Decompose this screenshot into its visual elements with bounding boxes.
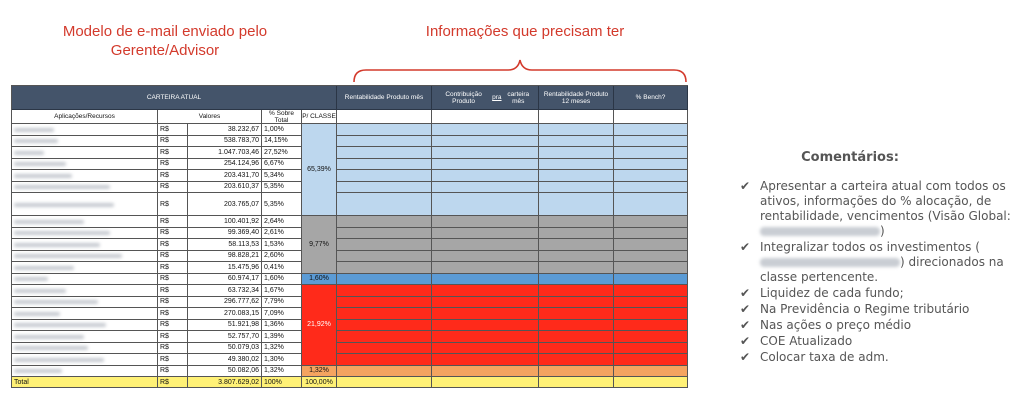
blurred-asset-name: [14, 174, 72, 178]
table-row-currency: R$: [158, 274, 188, 286]
table-row-value: 99.369,40: [188, 228, 262, 240]
table-row-currency: R$: [158, 182, 188, 194]
table-row-pct: 2,61%: [262, 228, 302, 240]
table-row-value: 50.079,03: [188, 343, 262, 355]
table-row-name-blurred: [12, 366, 158, 378]
table-row-empty-cell: [432, 308, 539, 320]
table-row-empty-cell: [539, 320, 614, 332]
class-total-cell: 1,32%: [302, 366, 337, 378]
table-row-name-blurred: [12, 297, 158, 309]
table-row-currency: R$: [158, 285, 188, 297]
check-icon: ✔: [740, 350, 751, 364]
table-row-value: 50.082,06: [188, 366, 262, 378]
table-row-empty-cell: [337, 216, 432, 228]
subheader-sobre-total: % Sobre Total: [262, 110, 302, 124]
total-label: Total: [12, 377, 158, 388]
table-row-empty-cell: [539, 354, 614, 366]
comment-text-part: COE Atualizado: [760, 334, 853, 348]
table-row-empty-cell: [432, 366, 539, 378]
table-row-empty-cell: [432, 331, 539, 343]
table-row-value: 52.757,70: [188, 331, 262, 343]
table-row-empty-cell: [614, 193, 688, 216]
total-classe: 100,00%: [302, 377, 337, 388]
table-row-empty-cell: [337, 343, 432, 355]
comment-item: [740, 318, 1020, 333]
comment-item: [740, 286, 1020, 301]
comments-title: Comentários:: [801, 150, 899, 165]
table-row-pct: 7,09%: [262, 308, 302, 320]
total-empty-cell: [337, 377, 432, 388]
table-row-empty-cell: [614, 170, 688, 182]
table-row-empty-cell: [432, 285, 539, 297]
class-total-cell: 9,77%: [302, 216, 337, 274]
table-row-pct: 1,32%: [262, 343, 302, 355]
blurred-asset-name: [14, 128, 54, 132]
table-row-currency: R$: [158, 170, 188, 182]
table-row-empty-cell: [432, 182, 539, 194]
table-row-empty-cell: [337, 308, 432, 320]
table-row-empty-cell: [337, 239, 432, 251]
table-row-name-blurred: [12, 262, 158, 274]
blurred-asset-name: [14, 139, 58, 143]
check-icon: ✔: [740, 334, 751, 348]
table-row-empty-cell: [432, 124, 539, 136]
table-row-empty-cell: [614, 343, 688, 355]
table-row-empty-cell: [337, 262, 432, 274]
table-row-empty-cell: [614, 159, 688, 171]
table-row-empty-cell: [337, 136, 432, 148]
table-row-pct: 1,39%: [262, 331, 302, 343]
table-row-value: 51.921,98: [188, 320, 262, 332]
table-row-currency: R$: [158, 262, 188, 274]
check-icon: ✔: [740, 318, 751, 332]
table-row-pct: 6,67%: [262, 159, 302, 171]
blurred-asset-name: [14, 254, 122, 258]
table-row-currency: R$: [158, 251, 188, 263]
table-row-currency: R$: [158, 297, 188, 309]
subheader-empty: [614, 110, 688, 124]
blurred-asset-name: [14, 203, 114, 207]
table-row-empty-cell: [432, 320, 539, 332]
comments-panel: [740, 150, 1020, 366]
table-row-value: 60.974,17: [188, 274, 262, 286]
comment-text-part: Integralizar todos os investimentos (: [760, 240, 980, 254]
blurred-asset-name: [14, 358, 104, 362]
subheader-p-classe: P/ CLASSE: [302, 110, 337, 124]
table-row-empty-cell: [432, 228, 539, 240]
table-row-name-blurred: [12, 239, 158, 251]
table-row-empty-cell: [614, 320, 688, 332]
table-row-name-blurred: [12, 343, 158, 355]
table-row-empty-cell: [539, 124, 614, 136]
header-bench: % Bench?: [614, 86, 688, 110]
header-rent-mes: Rentabilidade Produto mês: [337, 86, 432, 110]
table-row-empty-cell: [337, 274, 432, 286]
total-empty-cell: [614, 377, 688, 388]
table-row-value: 270.083,15: [188, 308, 262, 320]
blurred-asset-name: [14, 289, 66, 293]
table-row-name-blurred: [12, 228, 158, 240]
table-row-pct: 2,60%: [262, 251, 302, 263]
comment-text-part: Colocar taxa de adm.: [760, 350, 889, 364]
comment-text-part: ) direcionados na classe pertencente.: [760, 255, 1004, 284]
table-row-value: 15.475,96: [188, 262, 262, 274]
table-row-empty-cell: [614, 182, 688, 194]
table-row-name-blurred: [12, 331, 158, 343]
table-row-pct: 5,34%: [262, 170, 302, 182]
blurred-asset-name: [14, 346, 88, 350]
table-row-empty-cell: [614, 216, 688, 228]
blurred-asset-name: [14, 300, 98, 304]
blurred-asset-name: [14, 335, 84, 339]
comment-item: [740, 240, 1020, 285]
table-row-empty-cell: [337, 147, 432, 159]
table-row-currency: R$: [158, 343, 188, 355]
comment-item: [740, 302, 1020, 317]
table-row-pct: 1,60%: [262, 274, 302, 286]
blurred-asset-name: [14, 151, 44, 155]
subheader-empty: [337, 110, 432, 124]
table-row-empty-cell: [614, 274, 688, 286]
table-row-pct: 1,32%: [262, 366, 302, 378]
total-value: 3.807.629,02: [188, 377, 262, 388]
table-row-empty-cell: [432, 239, 539, 251]
table-row-empty-cell: [539, 308, 614, 320]
table-row-empty-cell: [337, 159, 432, 171]
check-icon: ✔: [740, 240, 751, 254]
table-row-empty-cell: [539, 159, 614, 171]
table-row-empty-cell: [337, 170, 432, 182]
table-row-empty-cell: [432, 354, 539, 366]
table-row-name-blurred: [12, 193, 158, 216]
table-row-currency: R$: [158, 136, 188, 148]
comment-text: [760, 350, 889, 365]
table-row-empty-cell: [614, 228, 688, 240]
table-row-name-blurred: [12, 147, 158, 159]
table-row-pct: 1,67%: [262, 285, 302, 297]
table-row-empty-cell: [614, 136, 688, 148]
table-row-empty-cell: [539, 136, 614, 148]
table-row-empty-cell: [432, 159, 539, 171]
comments-list: [740, 179, 1020, 365]
blurred-asset-name: [14, 323, 106, 327]
table-row-pct: 5,35%: [262, 182, 302, 194]
table-row-empty-cell: [539, 274, 614, 286]
header-carteira-atual: CARTEIRA ATUAL: [12, 86, 337, 110]
table-row-empty-cell: [539, 147, 614, 159]
table-row-empty-cell: [432, 297, 539, 309]
table-row-empty-cell: [539, 182, 614, 194]
table-row-empty-cell: [614, 308, 688, 320]
table-row-name-blurred: [12, 320, 158, 332]
table-row-currency: R$: [158, 239, 188, 251]
table-row-pct: 14,15%: [262, 136, 302, 148]
table-row-empty-cell: [614, 354, 688, 366]
table-row-name-blurred: [12, 354, 158, 366]
total-empty-cell: [432, 377, 539, 388]
table-row-empty-cell: [539, 262, 614, 274]
blurred-asset-name: [14, 312, 60, 316]
table-row-pct: 2,64%: [262, 216, 302, 228]
table-row-currency: R$: [158, 308, 188, 320]
table-row-empty-cell: [432, 262, 539, 274]
blurred-asset-name: [14, 277, 48, 281]
total-pct: 100%: [262, 377, 302, 388]
table-row-empty-cell: [539, 343, 614, 355]
caption-required-info: Informações que precisam ter: [425, 23, 625, 40]
table-row-empty-cell: [539, 193, 614, 216]
table-row-empty-cell: [337, 124, 432, 136]
class-total-cell: 21,92%: [302, 285, 337, 366]
table-row-empty-cell: [337, 366, 432, 378]
table-row-pct: 1,00%: [262, 124, 302, 136]
table-row-currency: R$: [158, 228, 188, 240]
table-row-empty-cell: [432, 343, 539, 355]
comment-text: [760, 302, 969, 317]
comment-text-part: ): [880, 224, 885, 238]
table-row-empty-cell: [337, 228, 432, 240]
table-row-value: 254.124,96: [188, 159, 262, 171]
table-row-empty-cell: [337, 251, 432, 263]
comment-item: [740, 334, 1020, 349]
comment-text-part: Nas ações o preço médio: [760, 318, 912, 332]
table-row-name-blurred: [12, 308, 158, 320]
blurred-asset-name: [14, 243, 100, 247]
table-row-empty-cell: [432, 147, 539, 159]
comment-text-part: Liquidez de cada fundo;: [760, 286, 904, 300]
class-total-cell: 1,60%: [302, 274, 337, 286]
blurred-asset-name: [14, 162, 66, 166]
table-row-empty-cell: [432, 193, 539, 216]
blurred-asset-name: [14, 220, 84, 224]
table-row-value: 100.401,92: [188, 216, 262, 228]
blurred-asset-name: [14, 266, 74, 270]
table-row-name-blurred: [12, 170, 158, 182]
table-row-currency: R$: [158, 216, 188, 228]
comment-text: [760, 334, 852, 349]
total-empty-cell: [539, 377, 614, 388]
blurred-asset-name: [14, 185, 110, 189]
comment-text-part: Apresentar a carteira atual com todos os ativos, informações do % alocação, de rentabilidade, vencimentos (Visão Global:: [760, 179, 1011, 223]
table-row-value: 58.113,53: [188, 239, 262, 251]
table-row-name-blurred: [12, 124, 158, 136]
table-row-empty-cell: [614, 124, 688, 136]
blurred-text: [760, 258, 900, 267]
table-row-empty-cell: [539, 228, 614, 240]
table-row-value: 98.828,21: [188, 251, 262, 263]
header-contrib-part-contrib_2: carteira mês: [507, 90, 530, 105]
table-row-value: 296.777,62: [188, 297, 262, 309]
table-row-pct: 27,52%: [262, 147, 302, 159]
table-row-pct: 7,79%: [262, 297, 302, 309]
table-row-empty-cell: [614, 366, 688, 378]
comment-text: [760, 286, 904, 301]
comment-text: [760, 179, 1020, 239]
table-row-pct: 1,30%: [262, 354, 302, 366]
comment-item: [740, 350, 1020, 365]
blurred-text: [760, 227, 880, 236]
table-row-empty-cell: [614, 147, 688, 159]
table-row-pct: 0,41%: [262, 262, 302, 274]
check-icon: ✔: [740, 302, 751, 316]
table-row-empty-cell: [337, 320, 432, 332]
table-row-empty-cell: [432, 136, 539, 148]
class-total-cell: 65,39%: [302, 124, 337, 216]
table-row-currency: R$: [158, 320, 188, 332]
curly-brace-icon: [352, 58, 688, 84]
table-row-pct: 5,35%: [262, 193, 302, 216]
table-row-currency: R$: [158, 354, 188, 366]
subheader-empty: [539, 110, 614, 124]
table-row-name-blurred: [12, 285, 158, 297]
caption-email-model: Modelo de e-mail enviado pelo Gerente/Advisor: [62, 23, 268, 59]
table-row-value: 203.765,07: [188, 193, 262, 216]
comment-text: [760, 240, 1020, 285]
table-row-empty-cell: [432, 170, 539, 182]
table-row-value: 203.431,70: [188, 170, 262, 182]
table-row-name-blurred: [12, 216, 158, 228]
table-row-name-blurred: [12, 274, 158, 286]
total-currency: R$: [158, 377, 188, 388]
table-row-empty-cell: [614, 331, 688, 343]
table-row-empty-cell: [539, 170, 614, 182]
table-row-value: 49.380,02: [188, 354, 262, 366]
table-row-value: 38.232,67: [188, 124, 262, 136]
header-contrib-part-contrib_pra: pra: [492, 94, 502, 101]
comment-text-part: Na Previdência o Regime tributário: [760, 302, 970, 316]
table-row-currency: R$: [158, 147, 188, 159]
table-row-empty-cell: [614, 262, 688, 274]
table-row-currency: R$: [158, 193, 188, 216]
table-row-currency: R$: [158, 124, 188, 136]
table-row-empty-cell: [539, 216, 614, 228]
table-row-name-blurred: [12, 159, 158, 171]
portfolio-table: [11, 85, 688, 388]
table-row-empty-cell: [614, 239, 688, 251]
table-row-name-blurred: [12, 251, 158, 263]
table-row-empty-cell: [337, 331, 432, 343]
subheader-valores: Valores: [158, 110, 262, 124]
table-row-currency: R$: [158, 331, 188, 343]
table-row-name-blurred: [12, 182, 158, 194]
header-rent-12m: Rentabilidade Produto 12 meses: [539, 86, 614, 110]
table-row-empty-cell: [539, 285, 614, 297]
table-row-currency: R$: [158, 366, 188, 378]
blurred-asset-name: [14, 369, 62, 373]
table-row-empty-cell: [539, 366, 614, 378]
table-row-empty-cell: [614, 251, 688, 263]
table-row-value: 538.783,70: [188, 136, 262, 148]
table-row-value: 203.610,37: [188, 182, 262, 194]
table-row-empty-cell: [337, 285, 432, 297]
table-row-name-blurred: [12, 136, 158, 148]
table-row-value: 1.047.703,46: [188, 147, 262, 159]
check-icon: ✔: [740, 179, 751, 193]
blurred-asset-name: [14, 231, 110, 235]
check-icon: ✔: [740, 286, 751, 300]
table-row-empty-cell: [539, 239, 614, 251]
header-contrib: [432, 86, 539, 110]
table-row-currency: R$: [158, 159, 188, 171]
table-row-empty-cell: [614, 297, 688, 309]
subheader-aplicacoes: Aplicações/Recursos: [12, 110, 158, 124]
subheader-empty: [432, 110, 539, 124]
table-row-empty-cell: [337, 193, 432, 216]
table-row-empty-cell: [539, 251, 614, 263]
header-contrib-part-contrib_1: Contribuição Produto: [445, 90, 482, 105]
comment-text: [760, 318, 911, 333]
table-row-empty-cell: [432, 216, 539, 228]
table-row-pct: 1,53%: [262, 239, 302, 251]
table-row-empty-cell: [432, 251, 539, 263]
table-row-empty-cell: [432, 274, 539, 286]
comment-item: [740, 179, 1020, 239]
table-row-value: 63.732,34: [188, 285, 262, 297]
table-row-empty-cell: [614, 285, 688, 297]
table-row-empty-cell: [539, 297, 614, 309]
table-row-pct: 1,36%: [262, 320, 302, 332]
table-row-empty-cell: [337, 182, 432, 194]
table-row-empty-cell: [337, 354, 432, 366]
table-row-empty-cell: [337, 297, 432, 309]
table-row-empty-cell: [539, 331, 614, 343]
